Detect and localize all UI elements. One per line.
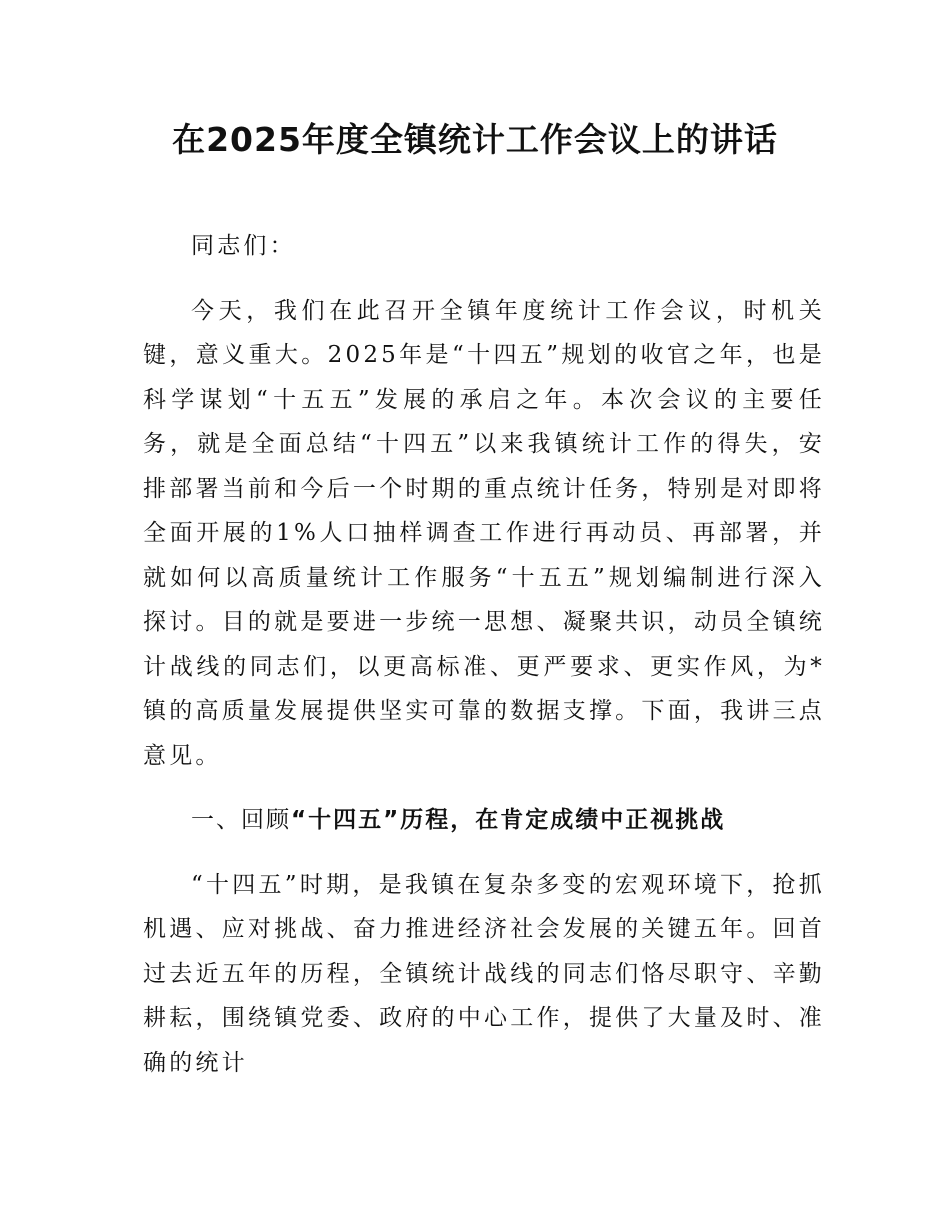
salutation: 同志们： bbox=[191, 233, 296, 259]
intro-paragraph: 今天，我们在此召开全镇年度统计工作会议，时机关键，意义重大。2025年是“十四五”规划的收官之年，也是科学谋划“十五五”发展的承启之年。本次会议的主要任务，就是全面总结“十四五”以来我镇统计工作的得失，安排部署当前和今后一个时期的重点统计任务，特别是对即将全面开展的1%人口抽样调查工作进行再动员、再部署，并就如何以高质量统计工作服务“十五五”规划编制进行深入探讨。目的就是要进一步统一思想、凝聚共识，动员全镇统计战线的同志们，以更高标准、更严要求、更实作风，为*镇的高质量发展提供坚实可靠的数据支撑。下面，我讲三点意见。 bbox=[143, 297, 825, 769]
document-title: 在2025年度全镇统计工作会议上的讲话 bbox=[172, 120, 778, 159]
section-one-paragraph: “十四五”时期，是我镇在复杂多变的宏观环境下，抢抓机遇、应对挑战、奋力推进经济社会发展的关键五年。回首过去近五年的历程，全镇统计战线的同志们恪尽职守、辛勤耕耘，围绕镇党委、政府的中心工作，提供了大量及时、准确的统计 bbox=[143, 871, 825, 1076]
section-one-heading bbox=[143, 798, 825, 843]
document-body bbox=[143, 224, 825, 1085]
section-one-number: 一、回顾 bbox=[191, 807, 291, 833]
section-one-title: “十四五”历程，在肯定成绩中正视挑战 bbox=[291, 807, 726, 833]
